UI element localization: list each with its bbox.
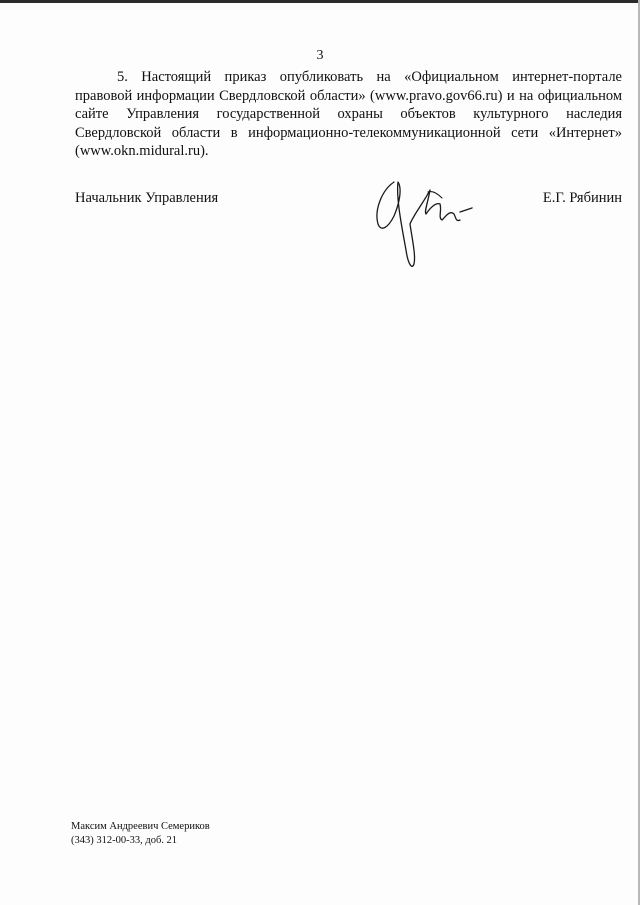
- executor-name: Максим Андреевич Семериков: [71, 821, 210, 832]
- handwritten-signature: [368, 168, 478, 278]
- signature-block: [75, 190, 622, 210]
- signatory-position: Начальник Управления: [75, 190, 219, 206]
- signatory-name: Е.Г. Рябинин: [542, 190, 622, 206]
- page-number: 3: [316, 48, 324, 63]
- executor-phone: (343) 312-00-33, доб. 21: [71, 835, 178, 846]
- scan-edge: [0, 0, 640, 3]
- executor-block: [71, 820, 210, 848]
- order-paragraph: 5. Настоящий приказ опубликовать на «Официальном интернет-портале правовой информации Свердловской области» (www.pravo.gov66.ru) и на официальном сайте Управления государственной охраны объектов культурного наследия Свердловской области в информационно-телекоммуникационной сети «Интернет» (www.okn.midural.ru).: [75, 69, 622, 159]
